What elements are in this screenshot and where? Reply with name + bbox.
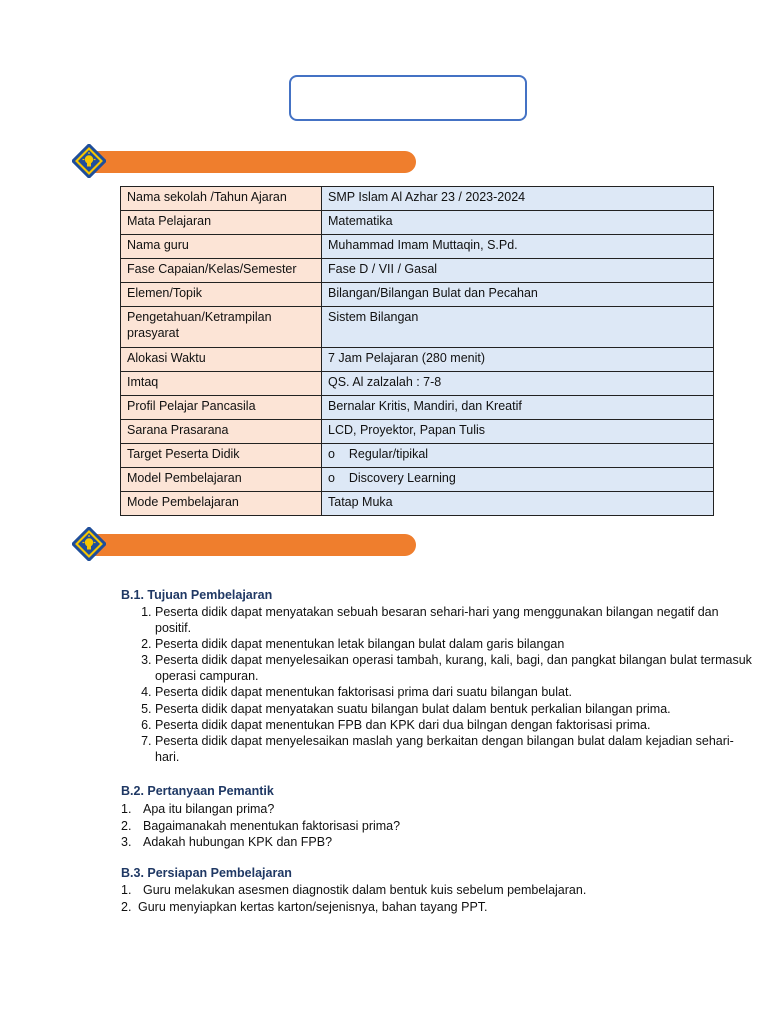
list-item: 2. Peserta didik dapat menentukan letak bilangan bulat dalam garis bilangan (155, 636, 755, 652)
row-label: Profil Pelajar Pancasila (121, 396, 322, 420)
trigger-questions-list (121, 801, 721, 851)
section-a-banner (68, 142, 418, 182)
row-label: Alokasi Waktu (121, 348, 322, 372)
row-value: LCD, Proyektor, Papan Tulis (322, 420, 714, 444)
item-number: 1. (121, 802, 132, 816)
table-row (121, 235, 714, 259)
item-number: 2. (121, 818, 132, 833)
row-value: Matematika (322, 211, 714, 235)
item-number: 2. (121, 899, 132, 914)
list-item (121, 899, 721, 916)
row-value: o Discovery Learning (322, 468, 714, 492)
row-label: Imtaq (121, 372, 322, 396)
table-row (121, 468, 714, 492)
row-label: Nama guru (121, 235, 322, 259)
title-box (289, 75, 527, 121)
row-label: Elemen/Topik (121, 283, 322, 307)
table-row (121, 211, 714, 235)
row-value: 7 Jam Pelajaran (280 menit) (322, 348, 714, 372)
list-item: 5. Peserta didik dapat menyatakan suatu bilangan bulat dalam bentuk perkalian bilangan prima. (155, 701, 755, 717)
row-label: Nama sekolah /Tahun Ajaran (121, 187, 322, 211)
row-value: Sistem Bilangan (322, 307, 714, 348)
section-a-bar (88, 151, 416, 173)
item-text: Guru melakukan asesmen diagnostik dalam bentuk kuis sebelum pembelajaran. (143, 883, 587, 897)
list-item: 6. Peserta didik dapat menentukan FPB dan KPK dari dua bilngan dengan faktorisasi prima. (155, 717, 755, 733)
table-row (121, 348, 714, 372)
row-label: Sarana Prasarana (121, 420, 322, 444)
row-label: Mata Pelajaran (121, 211, 322, 235)
row-label: Target Peserta Didik (121, 444, 322, 468)
list-item (121, 801, 721, 818)
row-value: o Regular/tipikal (322, 444, 714, 468)
table-row (121, 283, 714, 307)
list-item: 7. Peserta didik dapat menyelesaikan maslah yang berkaitan dengan bilangan bulat dalam kejadian sehari-hari. (155, 733, 755, 765)
list-item: 4. Peserta didik dapat menentukan faktorisasi prima dari suatu bilangan bulat. (155, 684, 755, 700)
table-row (121, 259, 714, 283)
item-number: 1. (121, 883, 132, 897)
table-row (121, 420, 714, 444)
identity-table (120, 186, 714, 516)
list-item: 3. Peserta didik dapat menyelesaikan operasi tambah, kurang, kali, bagi, dan pangkat bilangan bulat termasuk operasi campuran. (155, 652, 755, 684)
row-value: Bernalar Kritis, Mandiri, dan Kreatif (322, 396, 714, 420)
row-value: Tatap Muka (322, 492, 714, 516)
list-item (121, 834, 721, 851)
row-value: Bilangan/Bilangan Bulat dan Pecahan (322, 283, 714, 307)
table-row (121, 492, 714, 516)
row-label: Fase Capaian/Kelas/Semester (121, 259, 322, 283)
table-row (121, 372, 714, 396)
row-value: Muhammad Imam Muttaqin, S.Pd. (322, 235, 714, 259)
row-value: Fase D / VII / Gasal (322, 259, 714, 283)
row-value: SMP Islam Al Azhar 23 / 2023-2024 (322, 187, 714, 211)
preparation-list (121, 882, 721, 915)
table-row (121, 307, 714, 348)
row-label: Mode Pembelajaran (121, 492, 322, 516)
list-item: 1. Peserta didik dapat menyatakan sebuah besaran sehari-hari yang menggunakan bilangan negatif dan positif. (155, 604, 755, 636)
section-b-banner (68, 525, 418, 565)
list-item (121, 882, 721, 899)
section-heading-b3: B.3. Persiapan Pembelajaran (121, 866, 292, 880)
item-text: Guru menyiapkan kertas karton/sejenisnya, bahan tayang PPT. (138, 899, 488, 914)
item-text: Apa itu bilangan prima? (143, 802, 275, 816)
item-number: 3. (121, 835, 132, 849)
lightbulb-icon (72, 527, 106, 561)
item-text: Bagaimanakah menentukan faktorisasi prima? (143, 818, 401, 833)
lightbulb-icon (72, 144, 106, 178)
section-heading-b1: B.1. Tujuan Pembelajaran (121, 588, 273, 602)
row-label: Model Pembelajaran (121, 468, 322, 492)
section-b-bar (88, 534, 416, 556)
row-label: Pengetahuan/Ketrampilan prasyarat (121, 307, 322, 348)
table-row (121, 396, 714, 420)
table-row (121, 444, 714, 468)
list-item (121, 818, 721, 835)
table-row (121, 187, 714, 211)
row-value: QS. Al zalzalah : 7-8 (322, 372, 714, 396)
section-heading-b2: B.2. Pertanyaan Pemantik (121, 784, 274, 798)
learning-goals-list (121, 604, 755, 765)
item-text: Adakah hubungan KPK dan FPB? (143, 835, 333, 849)
